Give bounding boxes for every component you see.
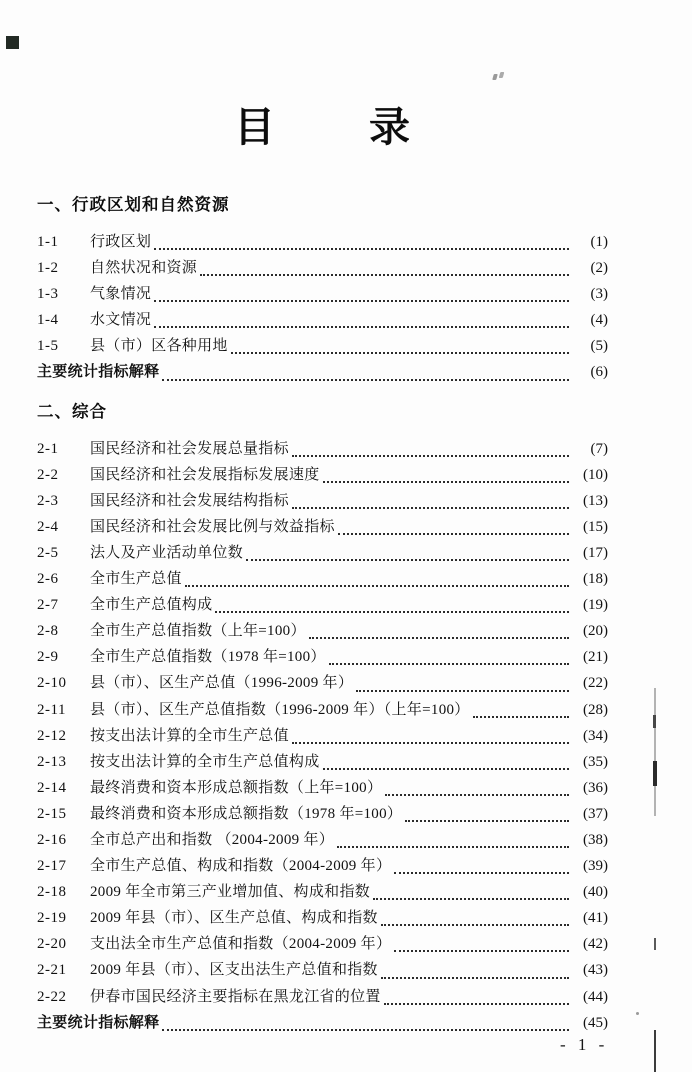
scan-artifact-speck: [492, 74, 498, 80]
entry-number: 1-5: [37, 338, 59, 355]
leader-dots: [381, 977, 569, 979]
entry-number: 2-13: [37, 753, 67, 770]
entry-page-number: (39): [583, 858, 608, 875]
entry-title: 县（市）、区生产总值（1996-2009 年）: [90, 675, 354, 692]
toc-entry: [37, 670, 608, 696]
entry-page-number: (43): [583, 962, 608, 979]
entry-page-number: (37): [583, 805, 608, 822]
entry-title: 主要统计指标解释: [37, 364, 160, 381]
leader-dots: [200, 274, 569, 276]
toc-entry: [37, 566, 608, 592]
leader-dots: [246, 559, 569, 561]
toc-entry: [37, 801, 608, 827]
entry-title: 县（市）区各种用地: [90, 338, 228, 355]
leader-dots: [292, 742, 569, 744]
entry-title: 国民经济和社会发展指标发展速度: [90, 466, 320, 483]
toc-entry: [37, 229, 608, 255]
entry-number: 2-5: [37, 544, 59, 561]
toc-entry: [37, 827, 608, 853]
toc-entry: [37, 333, 608, 359]
toc-entry: [37, 436, 608, 462]
entry-page-number: (19): [583, 597, 608, 614]
entry-title: 伊春市国民经济主要指标在黑龙江省的位置: [90, 988, 381, 1005]
toc-entry: [37, 618, 608, 644]
entry-page-number: (4): [590, 312, 608, 329]
entry-number: 2-16: [37, 831, 67, 848]
entry-number: 2-3: [37, 492, 59, 509]
entry-number: 2-8: [37, 623, 59, 640]
toc-section: [37, 194, 608, 386]
leader-dots: [394, 872, 569, 874]
entry-title: 水文情况: [90, 312, 152, 329]
entry-title: 全市总产出和指数 （2004-2009 年）: [90, 831, 335, 848]
scan-artifact-page-edge-dash: [654, 938, 656, 950]
leader-dots: [323, 768, 569, 770]
entry-number: 2-12: [37, 727, 67, 744]
entry-title: 法人及产业活动单位数: [90, 544, 244, 561]
leader-dots: [385, 794, 569, 796]
toc-entry: [37, 775, 608, 801]
toc-entry: [37, 281, 608, 307]
entry-page-number: (15): [583, 518, 608, 535]
entry-page-number: (45): [583, 1014, 608, 1031]
toc-entry: [37, 255, 608, 281]
leader-dots: [405, 820, 569, 822]
leader-dots: [162, 1029, 569, 1031]
entry-page-number: (13): [583, 492, 608, 509]
entry-title: 最终消费和资本形成总额指数（1978 年=100）: [90, 805, 403, 822]
leader-dots: [154, 326, 569, 328]
entry-number: 2-15: [37, 805, 67, 822]
entry-title: 县（市）、区生产总值指数（1996-2009 年）（上年=100）: [90, 701, 470, 718]
page-title-char: 目: [234, 104, 275, 150]
entry-page-number: (41): [583, 910, 608, 927]
entry-page-number: (22): [583, 675, 608, 692]
toc-entry: [37, 592, 608, 618]
entry-title: 按支出法计算的全市生产总值: [90, 727, 289, 744]
entry-page-number: (28): [583, 701, 608, 718]
scan-artifact-page-edge-line: [654, 688, 656, 816]
entry-page-number: (2): [590, 260, 608, 277]
toc-entry: [37, 1010, 608, 1036]
entry-page-number: (1): [590, 234, 608, 250]
entry-number: 2-22: [37, 988, 67, 1005]
toc-entry: [37, 984, 608, 1010]
entry-number: 1-4: [37, 312, 59, 329]
leader-dots: [329, 663, 569, 665]
entry-title: 全市生产总值指数（1978 年=100）: [90, 649, 326, 666]
leader-dots: [338, 533, 569, 535]
entry-title: 全市生产总值指数（上年=100）: [90, 623, 306, 640]
scan-artifact-page-edge-mark: [653, 715, 656, 728]
entry-page-number: (34): [583, 727, 608, 744]
toc-entry: [37, 359, 608, 385]
entry-title: 最终消费和资本形成总额指数（上年=100）: [90, 779, 383, 796]
toc-list: [37, 194, 608, 1036]
toc-entry: [37, 905, 608, 931]
entry-page-number: (18): [583, 571, 608, 588]
leader-dots: [154, 300, 569, 302]
entry-title: 国民经济和社会发展总量指标: [90, 440, 289, 457]
entry-page-number: (40): [583, 884, 608, 901]
toc-entry: [37, 931, 608, 957]
entry-number: 2-17: [37, 858, 67, 875]
leader-dots: [292, 455, 569, 457]
entry-title: 2009 年县（市）、区支出法生产总值和指数: [90, 962, 378, 979]
entry-page-number: (17): [583, 544, 608, 561]
leader-dots: [337, 846, 569, 848]
entry-page-number: (5): [590, 338, 608, 355]
entry-number: 2-9: [37, 649, 59, 666]
toc-entry: [37, 488, 608, 514]
entry-page-number: (20): [583, 623, 608, 640]
leader-dots: [215, 611, 569, 613]
section-entries: [37, 229, 608, 386]
leader-dots: [384, 1003, 569, 1005]
entry-page-number: (10): [583, 466, 608, 483]
section-heading: 二、综合: [37, 401, 107, 421]
entry-number: 2-11: [37, 701, 66, 718]
leader-dots: [381, 924, 569, 926]
toc-entry: [37, 462, 608, 488]
entry-title: 行政区划: [90, 234, 152, 250]
toc-entry: [37, 540, 608, 566]
toc-entry: [37, 697, 608, 723]
entry-title: 2009 年全市第三产业增加值、构成和指数: [90, 884, 371, 901]
entry-page-number: (3): [590, 286, 608, 303]
leader-dots: [473, 716, 569, 718]
entry-title: 全市生产总值: [90, 571, 182, 588]
page-number: - 1 -: [560, 1035, 609, 1054]
entry-title: 国民经济和社会发展结构指标: [90, 492, 289, 509]
page-title: [0, 102, 668, 152]
entry-number: 2-6: [37, 571, 59, 588]
entry-title: 2009 年县（市）、区生产总值、构成和指数: [90, 910, 378, 927]
entry-page-number: (36): [583, 779, 608, 796]
toc-entry: [37, 957, 608, 983]
entry-page-number: (42): [583, 936, 608, 953]
entry-number: 1-1: [37, 234, 59, 250]
toc-entry: [37, 514, 608, 540]
entry-page-number: (35): [583, 753, 608, 770]
entry-number: 2-10: [37, 675, 67, 692]
entry-page-number: (44): [583, 988, 608, 1005]
entry-page-number: (7): [590, 440, 608, 457]
leader-dots: [373, 898, 569, 900]
toc-entry: [37, 644, 608, 670]
entry-number: 2-14: [37, 779, 67, 796]
leader-dots: [185, 585, 569, 587]
entry-number: 2-2: [37, 466, 59, 483]
leader-dots: [162, 379, 569, 381]
entry-title: 自然状况和资源: [90, 260, 198, 277]
entry-page-number: (6): [590, 364, 608, 381]
entry-number: 2-1: [37, 440, 59, 457]
scan-artifact-page-edge-line: [654, 1030, 656, 1072]
leader-dots: [323, 481, 569, 483]
scan-artifact-page-edge-mark: [653, 761, 657, 786]
scan-artifact-corner-square: [6, 36, 19, 49]
leader-dots: [394, 950, 569, 952]
entry-title: 按支出法计算的全市生产总值构成: [90, 753, 320, 770]
toc-section: [37, 401, 608, 1036]
entry-title: 支出法全市生产总值和指数（2004-2009 年）: [90, 936, 392, 953]
entry-title: 国民经济和社会发展比例与效益指标: [90, 518, 335, 535]
entry-number: 1-2: [37, 260, 59, 277]
entry-number: 2-20: [37, 936, 67, 953]
entry-number: 2-18: [37, 884, 67, 901]
toc-entry: [37, 879, 608, 905]
entry-title: 全市生产总值构成: [90, 597, 213, 614]
entry-number: 2-4: [37, 518, 59, 535]
leader-dots: [356, 690, 569, 692]
page-title-char: 录: [369, 104, 410, 150]
entry-number: 2-19: [37, 910, 67, 927]
toc-entry: [37, 749, 608, 775]
toc-entry: [37, 853, 608, 879]
leader-dots: [309, 637, 569, 639]
leader-dots: [154, 248, 569, 250]
entry-page-number: (38): [583, 831, 608, 848]
entry-title: 主要统计指标解释: [37, 1014, 160, 1031]
leader-dots: [231, 352, 569, 354]
section-entries: [37, 436, 608, 1036]
entry-number: 1-3: [37, 286, 59, 303]
toc-entry: [37, 307, 608, 333]
entry-page-number: (21): [583, 649, 608, 666]
section-heading: 一、行政区划和自然资源: [37, 195, 230, 214]
entry-title: 全市生产总值、构成和指数（2004-2009 年）: [90, 858, 392, 875]
entry-number: 2-21: [37, 962, 67, 979]
entry-number: 2-7: [37, 597, 59, 614]
entry-title: 气象情况: [90, 286, 152, 303]
toc-entry: [37, 723, 608, 749]
scan-artifact-dot: [636, 1012, 639, 1015]
leader-dots: [292, 507, 569, 509]
